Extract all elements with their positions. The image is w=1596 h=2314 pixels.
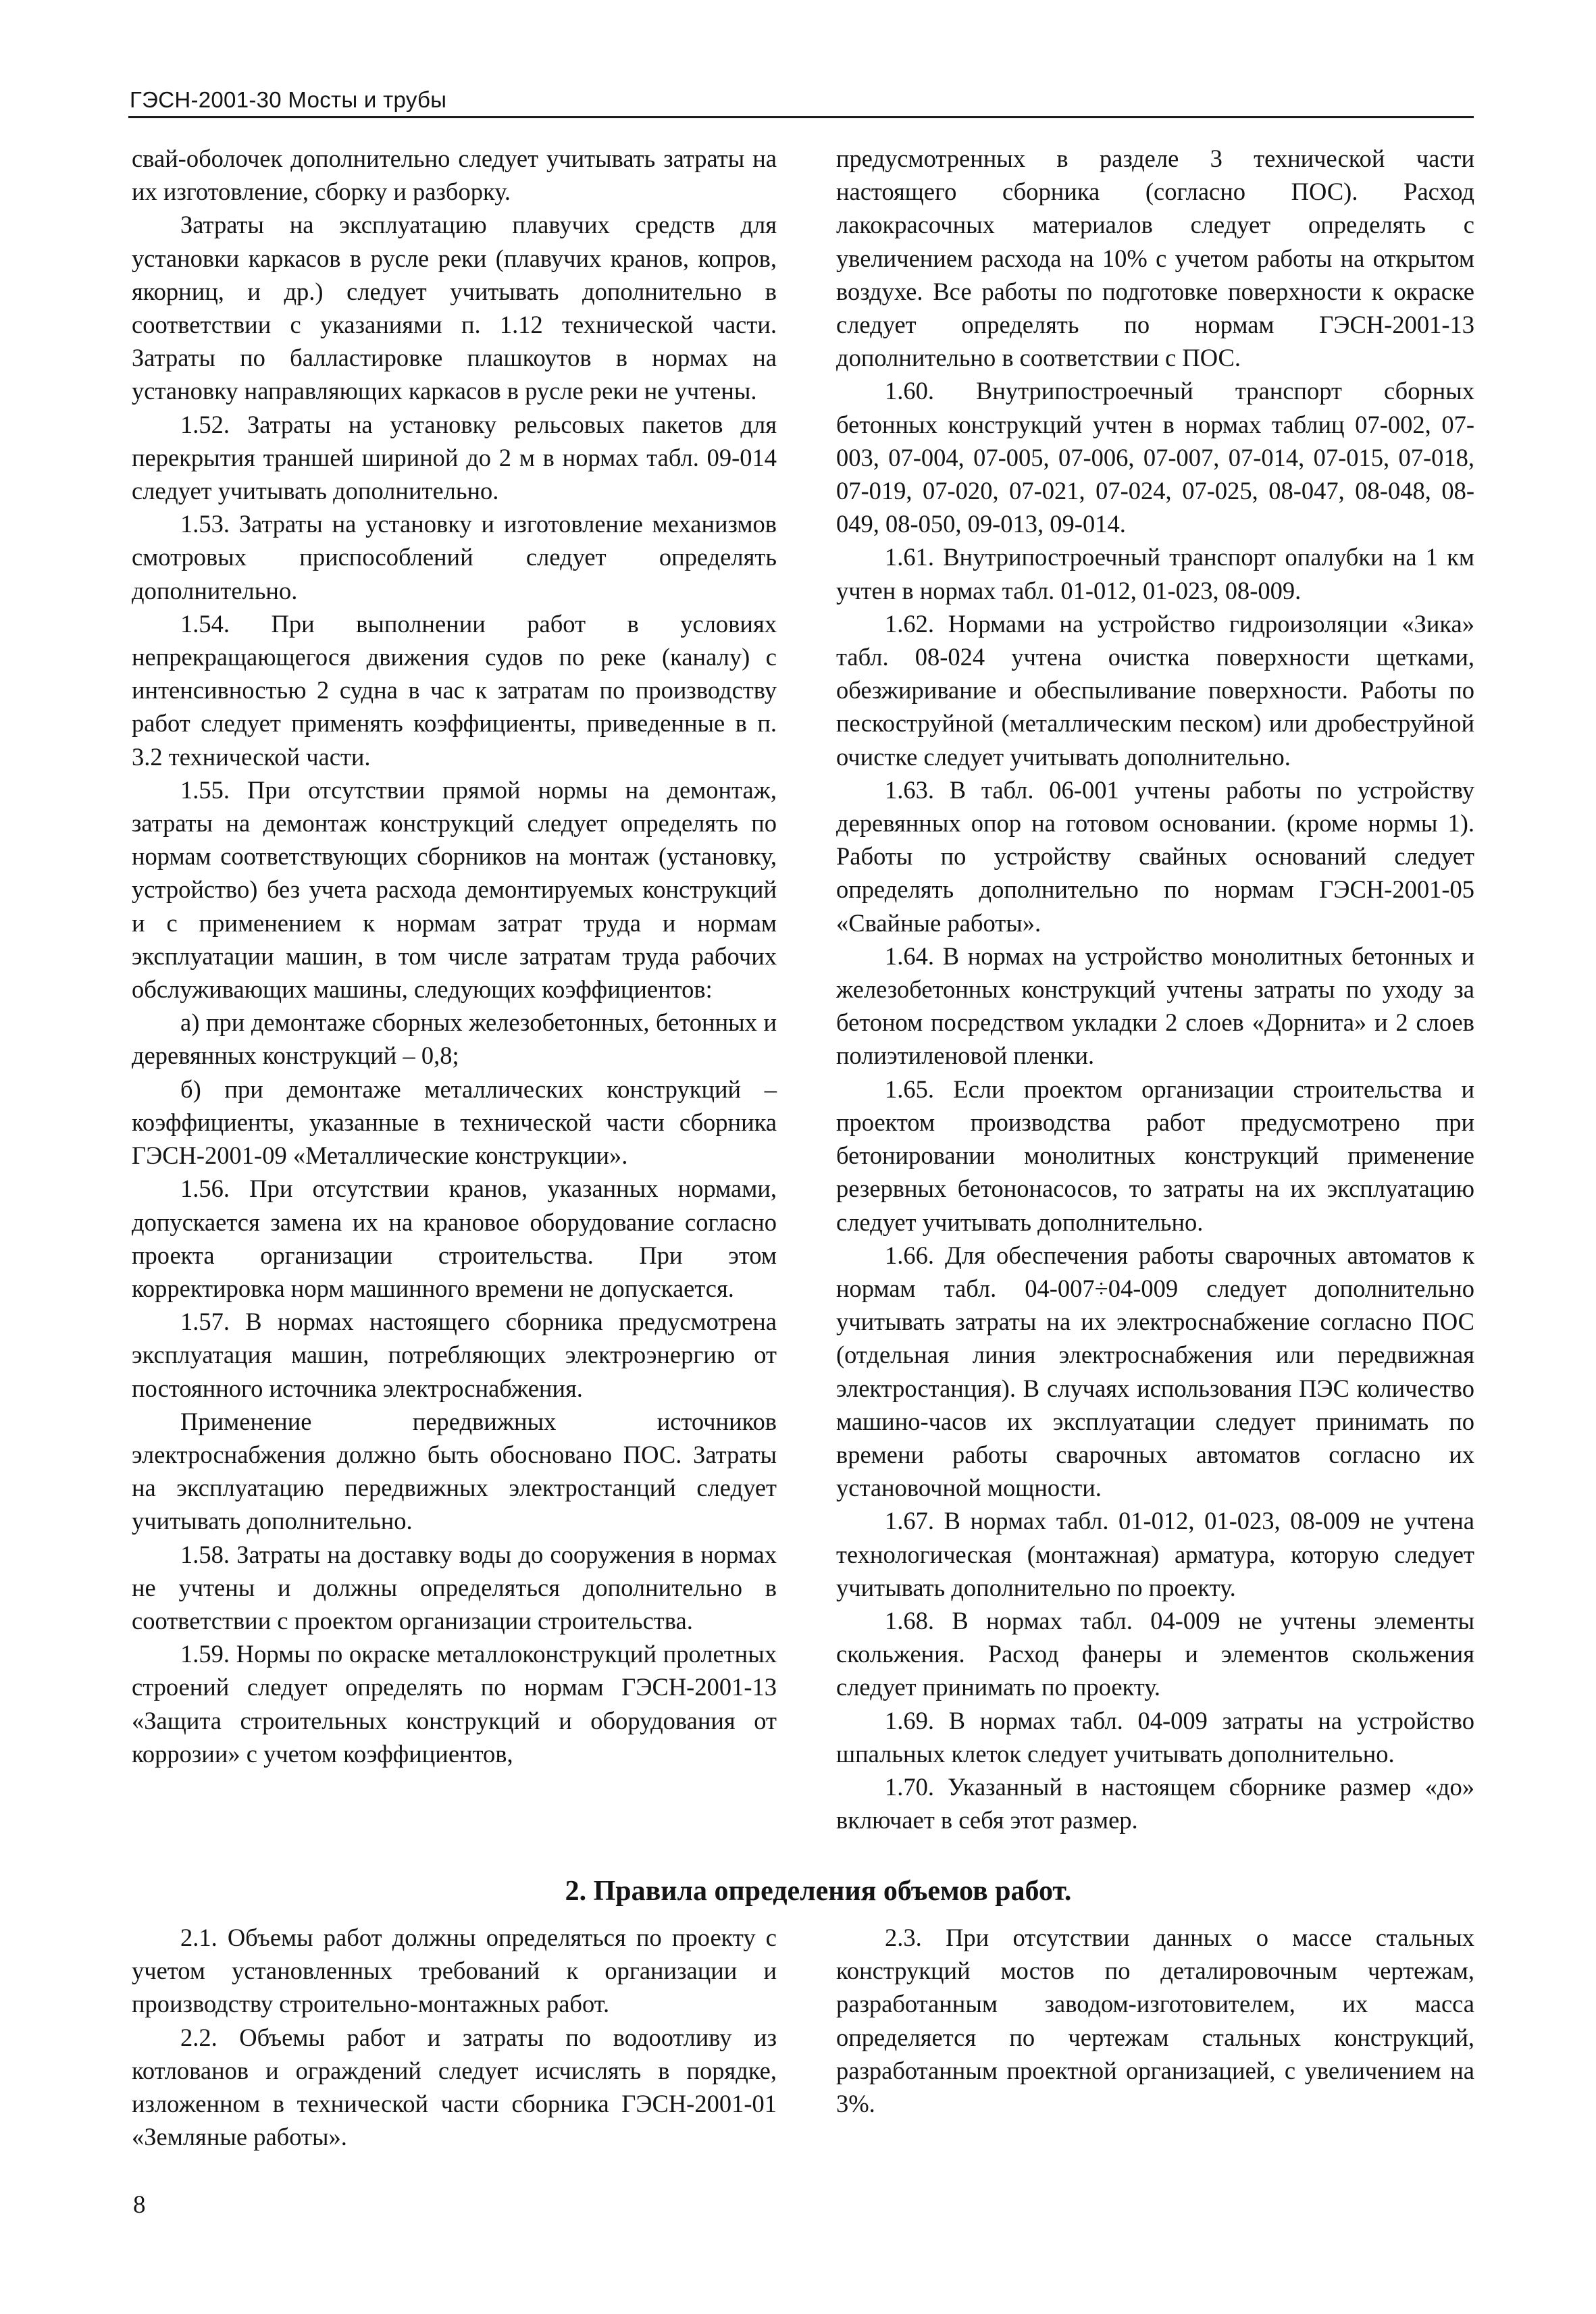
paragraph: 1.58. Затраты на доставку воды до сооружения в нормах не учтены и должны определяться дополнительно в соответствии с проектом организации строительства. [132,1540,777,1635]
left-column-top [132,142,777,1770]
paragraph: 2.1. Объемы работ должны определяться по проекту с учетом установленных требований к организации и производству строительно-монтажных работ. [132,1924,777,2018]
paragraph: 1.64. В нормах на устройство монолитных бетонных и железобетонных конструкций учтены затраты по уходу за бетоном посредством укладки 2 слоев «Дорнита» и 2 слоев полиэтиленовой пленки. [836,942,1474,1070]
paragraph: свай-оболочек дополнительно следует учитывать затраты на их изготовление, сборку и разборку. [132,145,777,206]
running-header: ГЭСН-2001-30 Мосты и трубы [130,87,447,112]
paragraph: 1.62. Нормами на устройство гидроизоляции «Зика» табл. 08-024 учтена очистка поверхности щетками, обезжиривание и обеспыливание поверхности. Работы по пескоструйной (металлическим песком) или дробеструйной очистке следует учитывать дополнительно. [836,609,1474,771]
right-column-bottom [836,1921,1474,2120]
paragraph: Применение передвижных источников электроснабжения должно быть обосновано ПОС. Затраты на эксплуатацию передвижных электростанций следует учитывать дополнительно. [132,1407,777,1535]
paragraph: 1.59. Нормы по окраске металлоконструкций пролетных строений следует определять по нормам ГЭСН-2001-13 «Защита строительных конструкций и оборудования от коррозии» с учетом коэффициентов, [132,1640,777,1768]
section-heading: 2. Правила определения объемов работ. [565,1876,1072,1907]
paragraph: б) при демонтаже металлических конструкций – коэффициенты, указанные в технической части сборника ГЭСН-2001-09 «Металлические конструкции». [132,1075,777,1170]
paragraph: предусмотренных в разделе 3 технической части настоящего сборника (согласно ПОС). Расход лакокрасочных материалов следует определять с увеличением расхода на 10% с учетом работы на открытом воздухе. Все работы по подготовке поверхности к окраске следует определять по нормам ГЭСН-2001-13 дополнительно в соответствии с ПОС. [836,145,1474,372]
paragraph: 1.68. В нормах табл. 04-009 не учтены элементы скольжения. Расход фанеры и элементов скольжения следует принимать по проекту. [836,1606,1474,1701]
paragraph: 1.70. Указанный в настоящем сборнике размер «до» включает в себя этот размер. [836,1772,1474,1834]
paragraph: 1.55. При отсутствии прямой нормы на демонтаж, затраты на демонтаж конструкций следует определять по нормам соответствующих сборников на монтаж (установку, устройство) без учета расхода демонтируемых конструкций и с применением к нормам затрат труда и нормам эксплуатации машин, в том числе затратам труда рабочих обслуживающих машины, следующих коэффициентов: [132,775,777,1004]
paragraph: 2.2. Объемы работ и затраты по водоотливу из котлованов и ограждений следует исчислять в порядке, изложенном в технической части сборника ГЭСН-2001-01 «Земляные работы». [132,2023,777,2151]
paragraph: 1.53. Затраты на установку и изготовление механизмов смотровых приспособлений следует определять дополнительно. [132,510,777,605]
paragraph: 1.54. При выполнении работ в условиях непрекращающегося движения судов по реке (каналу) с интенсивностью 2 судна в час к затратам по производству работ следует применять коэффициенты, приведенные в п. 3.2 технической части. [132,609,777,771]
page-number: 8 [133,2191,146,2219]
paragraph: 1.63. В табл. 06-001 учтены работы по устройству деревянных опор на готовом основании. (кроме нормы 1). Работы по устройству свайных оснований следует определять дополнительно по нормам ГЭСН-2001-05 «Свайные работы». [836,775,1474,937]
paragraph: 1.56. При отсутствии кранов, указанных нормами, допускается замена их на крановое оборудование согласно проекта организации строительства. При этом корректировка норм машинного времени не допускается. [132,1175,777,1302]
paragraph: 2.3. При отсутствии данных о массе стальных конструкций мостов по деталировочным чертежам, разработанным заводом-изготовителем, их масса определяется по чертежам стальных конструкций, разработанным проектной организацией, с увеличением на 3%. [836,1924,1474,2118]
header-divider [128,116,1474,118]
paragraph: 1.61. Внутрипостроечный транспорт опалубки на 1 км учтен в нормах табл. 01-012, 01-023, 08-009. [836,543,1474,605]
paragraph: 1.65. Если проектом организации строительства и проектом производства работ предусмотрено при бетонировании монолитных конструкций применение резервных бетононасосов, то затраты на их эксплуатацию следует учитывать дополнительно. [836,1075,1474,1236]
paragraph: 1.67. В нормах табл. 01-012, 01-023, 08-009 не учтена технологическая (монтажная) арматура, которую следует учитывать дополнительно по проекту. [836,1507,1474,1601]
paragraph: 1.52. Затраты на установку рельсовых пакетов для перекрытия траншей шириной до 2 м в нормах табл. 09-014 следует учитывать дополнительно. [132,410,777,505]
paragraph: 1.57. В нормах настоящего сборника предусмотрена эксплуатация машин, потребляющих электроэнергию от постоянного источника электроснабжения. [132,1308,777,1402]
paragraph: 1.60. Внутрипостроечный транспорт сборных бетонных конструкций учтен в нормах таблиц 07-002, 07-003, 07-004, 07-005, 07-006, 07-007, 07-014, 07-015, 07-018, 07-019, 07-020, 07-021, 07-024, 07-025, 08-047, 08-048, 08-049, 08-050, 09-013, 09-014. [836,377,1474,538]
right-column-top [836,142,1474,1836]
paragraph: Затраты на эксплуатацию плавучих средств для установки каркасов в русле реки (плавучих кранов, копров, якорниц, и др.) следует учитывать дополнительно в соответствии с указаниями п. 1.12 технической части. Затраты по балластировке плашкоутов в нормах на установку направляющих каркасов в русле реки не учтены. [132,211,777,405]
paragraph: а) при демонтаже сборных железобетонных, бетонных и деревянных конструкций – 0,8; [132,1008,777,1070]
paragraph: 1.69. В нормах табл. 04-009 затраты на устройство шпальных клеток следует учитывать дополнительно. [836,1706,1474,1768]
paragraph: 1.66. Для обеспечения работы сварочных автоматов к нормам табл. 04-007÷04-009 следует дополнительно учитывать затраты на их электроснабжение согласно ПОС (отдельная линия электроснабжения или передвижная электростанция). В случаях использования ПЭС количество машино-часов их эксплуатации следует принимать по времени работы сварочных автоматов согласно их установочной мощности. [836,1241,1474,1502]
left-column-bottom [132,1921,777,2153]
